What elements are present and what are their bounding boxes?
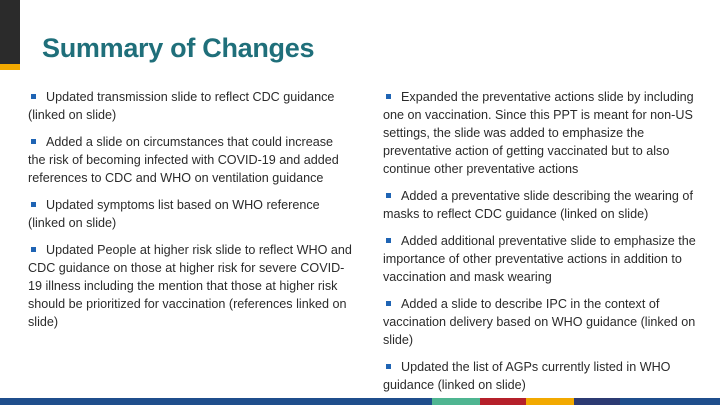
- footer-segment-blue-end: [620, 398, 720, 405]
- list-item: [383, 88, 701, 178]
- corner-accent-dark: [0, 0, 20, 64]
- square-bullet-icon: [31, 139, 36, 144]
- left-bullet-list: [28, 88, 352, 340]
- list-item-text: Added additional preventative slide to emphasize the importance of other preventative actions in addition to vaccination and mask wearing: [383, 234, 696, 284]
- list-item-text: Added a preventative slide describing the wearing of masks to reflect CDC guidance (linked on slide): [383, 189, 693, 221]
- footer-color-bar: [0, 398, 720, 405]
- list-item: [28, 133, 352, 187]
- list-item-text: Updated People at higher risk slide to reflect WHO and CDC guidance on those at higher risk for severe COVID-19 illness including the mention that those at higher risk should be prioritized for vaccination (references linked on slide): [28, 243, 352, 329]
- corner-accent-gold: [0, 64, 20, 70]
- footer-segment-blue: [0, 398, 432, 405]
- list-item-text: Added a slide to describe IPC in the context of vaccination delivery based on WHO guidance (linked on slide): [383, 297, 696, 347]
- list-item: [28, 88, 352, 124]
- square-bullet-icon: [386, 301, 391, 306]
- page-title: Summary of Changes: [42, 33, 315, 63]
- square-bullet-icon: [31, 247, 36, 252]
- list-item: [28, 241, 352, 331]
- list-item: [28, 196, 352, 232]
- right-bullet-list: [383, 88, 701, 403]
- list-item-text: Updated the list of AGPs currently listed in WHO guidance (linked on slide): [383, 360, 671, 392]
- square-bullet-icon: [386, 364, 391, 369]
- square-bullet-icon: [31, 202, 36, 207]
- list-item-text: Expanded the preventative actions slide by including one on vaccination. Since this PPT is meant for non-US settings, the slide was added to emphasize the preventative action of getting vaccinated but to also continue other preventative actions: [383, 90, 694, 176]
- list-item-text: Added a slide on circumstances that could increase the risk of becoming infected with COVID-19 and added references to CDC and WHO on ventilation guidance: [28, 135, 339, 185]
- list-item-text: Updated transmission slide to reflect CDC guidance (linked on slide): [28, 90, 335, 122]
- list-item: [383, 187, 701, 223]
- footer-segment-red: [480, 398, 526, 405]
- list-item: [383, 358, 701, 394]
- footer-segment-gold: [526, 398, 574, 405]
- footer-segment-navy: [574, 398, 620, 405]
- square-bullet-icon: [386, 238, 391, 243]
- list-item: [383, 232, 701, 286]
- list-item: [383, 295, 701, 349]
- footer-segment-green: [432, 398, 480, 405]
- square-bullet-icon: [386, 193, 391, 198]
- square-bullet-icon: [386, 94, 391, 99]
- square-bullet-icon: [31, 94, 36, 99]
- list-item-text: Updated symptoms list based on WHO reference (linked on slide): [28, 198, 320, 230]
